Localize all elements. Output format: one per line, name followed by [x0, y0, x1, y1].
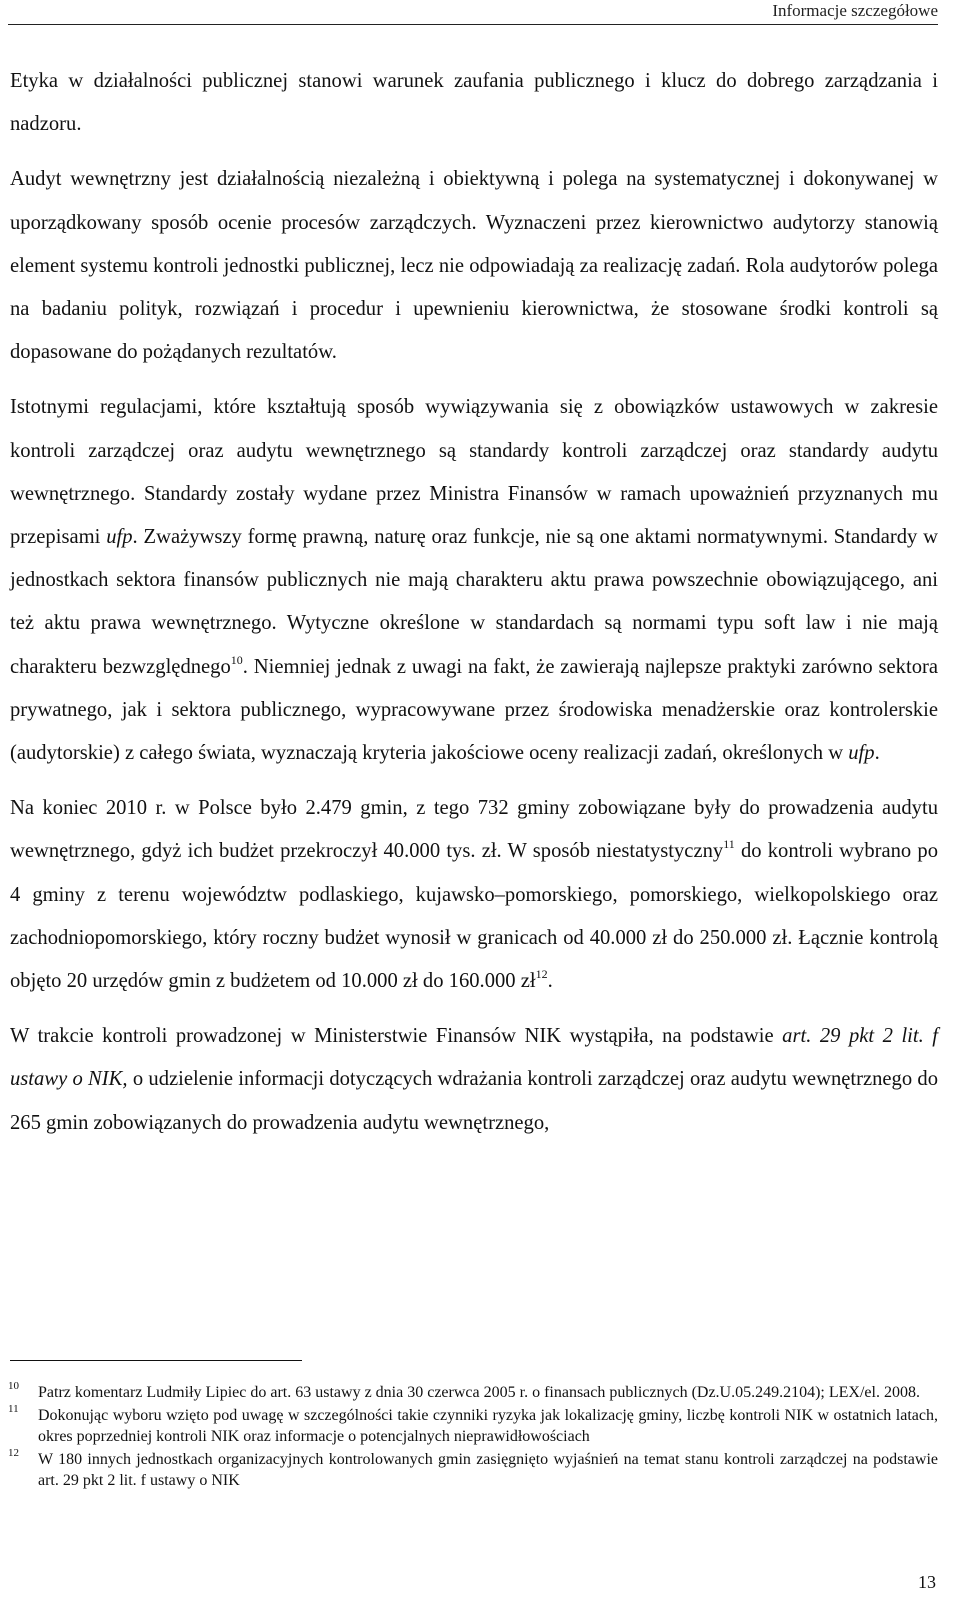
paragraph-standards: Istotnymi regulacjami, które kształtują sposób wywiązywania się z obowiązków ustawowych w zakresie kontroli zarządczej oraz audytu wewnętrznego są standardy kontroli zarządczej oraz standardy audytu wewnętrznego. Standardy zostały wydane przez Ministra Finansów w ramach upoważnień przyznanych mu przepisami ufp. Zważywszy formę prawną, naturę oraz funkcje, nie są one aktami normatywnymi. Standardy w jednostkach sektora finansów publicznych nie mają charakteru aktu prawa powszechnie obowiązującego, ani też aktu prawa wewnętrznego. Wytyczne określone w standardach są normami typu soft law i nie mają charakteru bezwzględnego$^{10}$. Niemniej jednak z uwagi na fakt, że zawierają najlepsze praktyki zarówno sektora prywatnego, jak i sektora publicznego, wypracowywane przez środowiska menadżerskie oraz kontrolerskie (audytorskie) z całego świata, wyznaczają kryteria jakościowe oceny realizacji zadań, określonych w ufp.	[10, 396, 938, 765]
page-number: 13	[918, 1572, 936, 1592]
body-text	[10, 60, 938, 1157]
footnote-text: Patrz komentarz Ludmiły Lipiec do art. 63 ustawy z dnia 30 czerwca 2005 r. o finansach publicznych (Dz.U.05.249.2104); LEX/el. 2008.	[38, 1384, 920, 1401]
footnote-12	[8, 1446, 938, 1492]
ufp-abbreviation: ufp	[106, 526, 133, 549]
paragraph-internal-audit: Audyt wewnętrzny jest działalnością niezależną i obiektywną i polega na systematycznej i dokonywanej w uporządkowany sposób ocenie procesów zarządczych. Wyznaczeni przez kierownictwo audytorzy stanowią element systemu kontroli jednostki publicznej, lecz nie odpowiadają za realizację zadań. Rola audytorów polega na badaniu polityk, rozwiązań i procedur i upewnieniu kierownictwa, że stosowane środki kontroli są dopasowane do pożądanych rezultatów.	[10, 168, 938, 364]
footnote-ref-11: 11	[723, 837, 735, 852]
footnote-ref-12: 12	[535, 967, 548, 982]
footnote-separator	[10, 1360, 302, 1361]
ufp-abbreviation: ufp	[848, 742, 875, 765]
footnote-11	[8, 1402, 938, 1448]
footnote-text: W 180 innych jednostkach organizacyjnych kontrolowanych gmin zasięgnięto wyjaśnień na temat stanu kontroli zarządczej na podstawie art. 29 pkt 2 lit. f ustawy o NIK	[38, 1450, 938, 1489]
footnote-text: Dokonując wyboru wzięto pod uwagę w szczególności takie czynniki ryzyka jak lokalizację gminy, liczbę kontroli NIK w ostatnich latach, okres poprzedniej kontroli NIK oraz informacje o potencjalnych nieprawidłowościach	[38, 1406, 938, 1445]
section-title: Informacje szczegółowe	[772, 1, 938, 20]
footnote-number: 10	[8, 1380, 19, 1392]
paragraph-ethics: Etyka w działalności publicznej stanowi warunek zaufania publicznego i klucz do dobrego zarządzania i nadzoru.	[10, 70, 938, 136]
footnote-ref-10: 10	[230, 652, 243, 667]
footnote-number: 12	[8, 1446, 19, 1459]
paragraph-ministry-control: W trakcie kontroli prowadzonej w Ministerstwie Finansów NIK wystąpiła, na podstawie art. 29 pkt 2 lit. f ustawy o NIK, o udzielenie informacji dotyczących wdrażania kontroli zarządczej oraz audytu wewnętrznego do 265 gmin zobowiązanych do prowadzenia audytu wewnętrznego,	[10, 1025, 939, 1134]
paragraph-gminy: Na koniec 2010 r. w Polsce było 2.479 gmin, z tego 732 gminy zobowiązane były do prowadzenia audytu wewnętrznego, gdyż ich budżet przekroczył 40.000 tys. zł. W sposób niestatystyczny$^{11}$ do kontroli wybrano po 4 gminy z terenu województw podlaskiego, kujawsko–pomorskiego, pomorskiego, wielkopolskiego oraz zachodniopomorskiego, który roczny budżet wynosił w granicach od 40.000 zł do 250.000 zł. Łącznie kontrolą objęto 20 urzędów gmin z budżetem od 10.000 zł do 160.000 $zł^{12}$.	[10, 797, 939, 993]
footnotes	[8, 1382, 938, 1493]
running-header	[8, 0, 938, 25]
footnote-number: 11	[8, 1402, 19, 1415]
legal-reference: art. 29 pkt 2 lit. f ustawy o NIK,	[10, 1025, 938, 1091]
footnote-10	[8, 1382, 938, 1404]
